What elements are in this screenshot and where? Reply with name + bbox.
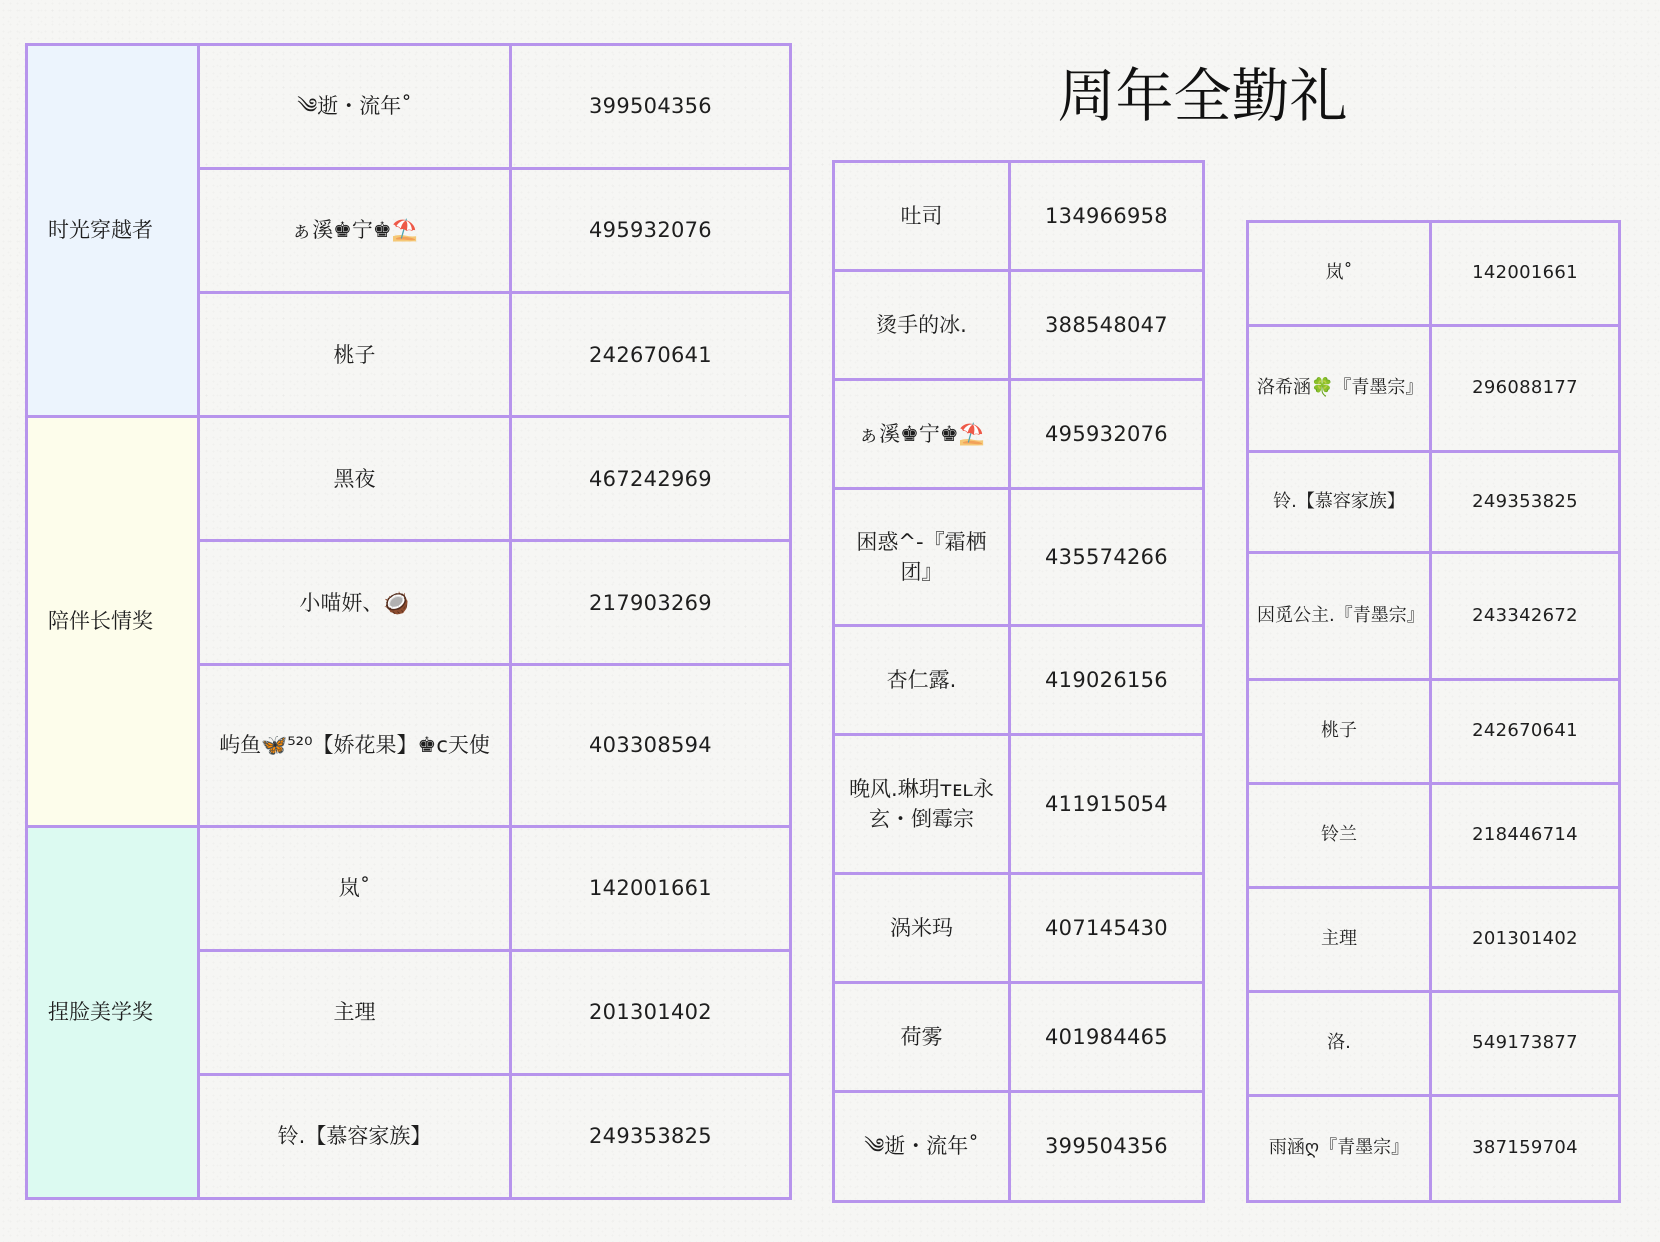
member-id: 401984465 <box>1010 983 1204 1092</box>
member-id: 467242969 <box>511 417 791 541</box>
member-id: 142001661 <box>1431 222 1620 326</box>
member-name: 荷雾 <box>834 983 1010 1092</box>
table-row <box>834 162 1204 271</box>
member-name: 铃.【慕容家族】 <box>199 1074 511 1198</box>
member-name: 黑夜 <box>199 417 511 541</box>
member-id: 218446714 <box>1431 784 1620 888</box>
table-row <box>1248 1096 1620 1202</box>
member-id: 495932076 <box>1010 380 1204 489</box>
table-row <box>834 626 1204 735</box>
table-row <box>27 826 791 950</box>
award-table <box>25 43 792 1200</box>
table-row <box>834 271 1204 380</box>
table-row <box>1248 222 1620 326</box>
member-id: 242670641 <box>1431 680 1620 784</box>
table-row <box>834 489 1204 626</box>
table-row <box>834 983 1204 1092</box>
table-row <box>27 417 791 541</box>
member-id: 407145430 <box>1010 874 1204 983</box>
member-name: ぁ溪♚宁♚⛱️ <box>199 169 511 293</box>
member-name: 烫手的冰. <box>834 271 1010 380</box>
member-id: 388548047 <box>1010 271 1204 380</box>
member-name: 雨涵ღ『青墨宗』 <box>1248 1096 1431 1202</box>
member-id: 399504356 <box>511 45 791 169</box>
member-name: 因觅公主.『青墨宗』 <box>1248 553 1431 680</box>
member-name: ༄逝・流年˚ <box>199 45 511 169</box>
member-name: 屿鱼🦋⁵²⁰【娇花果】♚c天使 <box>199 665 511 826</box>
table-row <box>1248 680 1620 784</box>
member-id: 387159704 <box>1431 1096 1620 1202</box>
award-category-cell: 捏脸美学奖 <box>27 826 199 1198</box>
member-id: 419026156 <box>1010 626 1204 735</box>
member-name: 小喵妍、🥥 <box>199 541 511 665</box>
table-row <box>1248 553 1620 680</box>
member-name: 困惑^-『霜栖团』 <box>834 489 1010 626</box>
table-row <box>1248 888 1620 992</box>
member-name: 洛. <box>1248 992 1431 1096</box>
table-row <box>1248 784 1620 888</box>
member-id: 495932076 <box>511 169 791 293</box>
member-name: ༄逝・流年˚ <box>834 1092 1010 1202</box>
member-id: 142001661 <box>511 826 791 950</box>
member-id: 134966958 <box>1010 162 1204 271</box>
award-category-cell: 陪伴长情奖 <box>27 417 199 826</box>
member-name: 岚˚ <box>199 826 511 950</box>
member-name: 吐司 <box>834 162 1010 271</box>
member-id: 249353825 <box>1431 452 1620 553</box>
member-name: 晚风.琳玥ᴛᴇʟ永玄・倒霉宗 <box>834 735 1010 874</box>
award-category-cell: 时光穿越者 <box>27 45 199 417</box>
member-id: 243342672 <box>1431 553 1620 680</box>
table-row <box>834 380 1204 489</box>
member-name: 桃子 <box>199 293 511 417</box>
member-name: ぁ溪♚宁♚⛱️ <box>834 380 1010 489</box>
member-id: 217903269 <box>511 541 791 665</box>
member-id: 403308594 <box>511 665 791 826</box>
table-row <box>834 735 1204 874</box>
member-name: 桃子 <box>1248 680 1431 784</box>
member-id: 399504356 <box>1010 1092 1204 1202</box>
table-row <box>1248 992 1620 1096</box>
member-name: 岚˚ <box>1248 222 1431 326</box>
table-row <box>1248 452 1620 553</box>
page-title: 周年全勤礼 <box>1057 62 1348 130</box>
member-id: 411915054 <box>1010 735 1204 874</box>
member-id: 435574266 <box>1010 489 1204 626</box>
member-name: 涡米玛 <box>834 874 1010 983</box>
member-id: 201301402 <box>1431 888 1620 992</box>
member-name: 铃兰 <box>1248 784 1431 888</box>
member-id: 296088177 <box>1431 326 1620 452</box>
member-name: 主理 <box>199 950 511 1074</box>
member-name: 铃.【慕容家族】 <box>1248 452 1431 553</box>
attendance-list-right <box>1246 220 1621 1203</box>
member-id: 242670641 <box>511 293 791 417</box>
member-name: 主理 <box>1248 888 1431 992</box>
member-id: 549173877 <box>1431 992 1620 1096</box>
member-id: 249353825 <box>511 1074 791 1198</box>
member-id: 201301402 <box>511 950 791 1074</box>
member-name: 杏仁露. <box>834 626 1010 735</box>
table-row <box>834 1092 1204 1202</box>
attendance-list-middle <box>832 160 1205 1203</box>
table-row <box>1248 326 1620 452</box>
member-name: 洛希涵🍀『青墨宗』 <box>1248 326 1431 452</box>
table-row <box>834 874 1204 983</box>
table-row <box>27 45 791 169</box>
